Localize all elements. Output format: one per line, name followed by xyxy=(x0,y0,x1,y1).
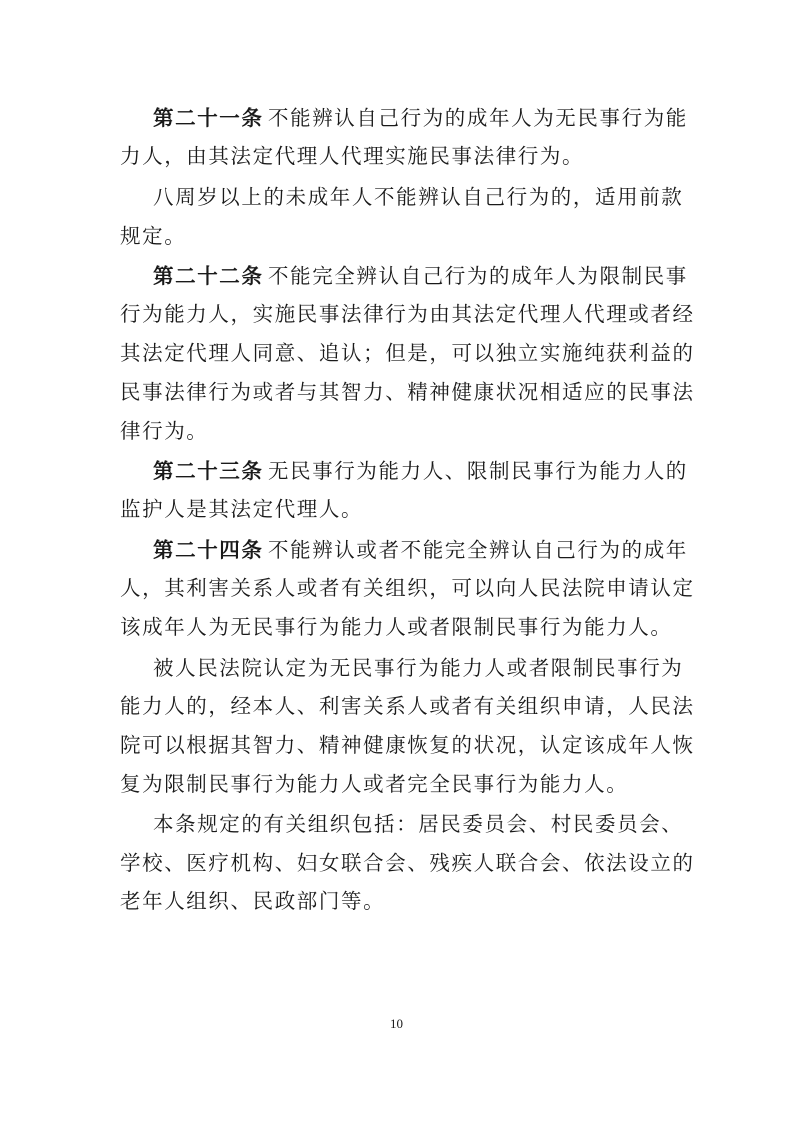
paragraph-text: 学校、医疗机构、妇女联合会、残疾人联合会、依法设立的 xyxy=(120,851,695,875)
article-text: 行为能力人，实施民事法律行为由其法定代理人代理或者经 xyxy=(120,302,695,326)
paragraph-text: 规定。 xyxy=(120,224,187,248)
article-text: 监护人是其法定代理人。 xyxy=(120,497,364,521)
paragraph-text: 八周岁以上的未成年人不能辨认自己行为的，适用前款 xyxy=(153,185,684,209)
article-text: 力人，由其法定代理人代理实施民事法律行为。 xyxy=(120,144,585,168)
article-heading: 第二十三条 xyxy=(153,459,264,483)
article-text: 无民事行为能力人、限制民事行为能力人的 xyxy=(268,459,688,483)
paragraph-text: 老年人组织、民政部门等。 xyxy=(120,889,386,913)
paragraph-text: 复为限制民事行为能力人或者完全民事行为能力人。 xyxy=(120,772,629,796)
paragraph-text: 本条规定的有关组织包括：居民委员会、村民委员会、 xyxy=(153,812,684,836)
article-heading: 第二十二条 xyxy=(153,264,264,288)
paragraph-text: 能力人的，经本人、利害关系人或者有关组织申请，人民法 xyxy=(120,694,695,718)
article-heading: 第二十一条 xyxy=(153,106,264,130)
article-text: 不能完全辨认自己行为的成年人为限制民事 xyxy=(268,264,688,288)
page-number: 10 xyxy=(390,1016,403,1031)
article-text: 不能辨认自己行为的成年人为无民事行为能 xyxy=(268,106,688,130)
paragraph-text: 院可以根据其智力、精神健康恢复的状况，认定该成年人恢 xyxy=(120,733,695,757)
paragraph-text: 被人民法院认定为无民事行为能力人或者限制民事行为 xyxy=(153,656,684,680)
article-heading: 第二十四条 xyxy=(153,538,264,562)
article-text: 其法定代理人同意、追认；但是，可以独立实施纯获利益的 xyxy=(120,341,695,365)
article-text: 人，其利害关系人或者有关组织，可以向人民法院申请认定 xyxy=(120,576,695,600)
article-text: 不能辨认或者不能完全辨认自己行为的成年 xyxy=(268,538,688,562)
article-text: 民事法律行为或者与其智力、精神健康状况相适应的民事法 xyxy=(120,380,695,404)
article-text: 律行为。 xyxy=(120,419,209,443)
article-text: 该成年人为无民事行为能力人或者限制民事行为能力人。 xyxy=(120,615,673,639)
